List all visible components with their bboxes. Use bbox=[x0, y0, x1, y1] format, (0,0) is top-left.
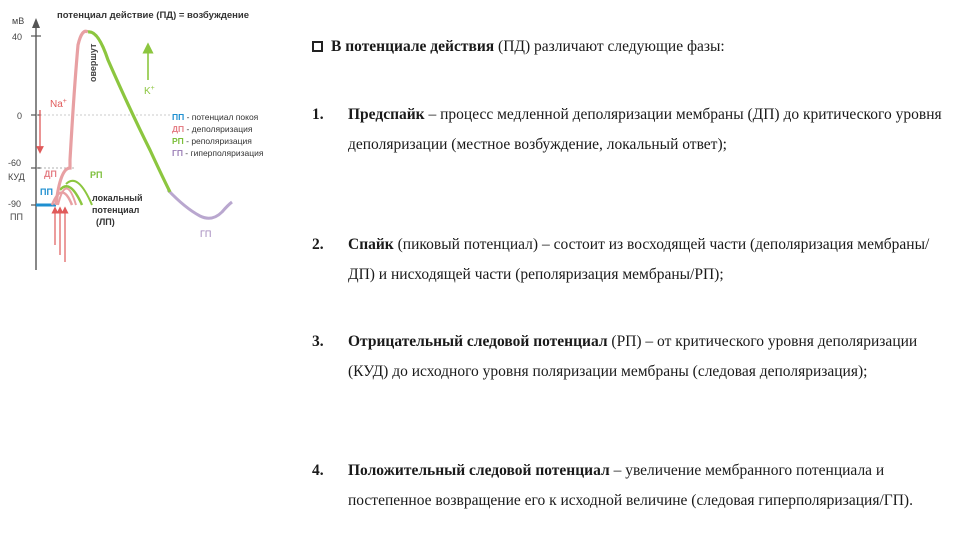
spike-depolarization bbox=[56, 31, 88, 205]
ion-k-label: K+ bbox=[144, 85, 155, 97]
phase-title: Положительный следовой потенциал bbox=[348, 462, 610, 479]
hyperpolarization-curve bbox=[168, 190, 232, 218]
phase-title: Спайк bbox=[348, 236, 394, 253]
figure-title: потенциал действие (ПД) = возбуждение bbox=[57, 10, 249, 21]
label-gp: ГП bbox=[200, 229, 212, 239]
legend-item-dp: ДП - деполяризация bbox=[172, 124, 253, 134]
label-rp: РП bbox=[90, 170, 103, 180]
phase-text bbox=[348, 327, 948, 387]
phase-title: Отрицательный следовой потенциал bbox=[348, 333, 608, 350]
legend-item-rp: РП - реполяризация bbox=[172, 136, 252, 146]
tick-pp: ПП bbox=[10, 212, 23, 222]
spike-repolarization bbox=[88, 32, 170, 192]
label-pp: ПП bbox=[40, 187, 53, 197]
phase-text bbox=[348, 456, 948, 516]
local-potential-label-1: локальный bbox=[92, 193, 143, 203]
legend-item-pp: ПП - потенциал покоя bbox=[172, 112, 259, 122]
local-potential-label-2: потенциал bbox=[92, 205, 140, 215]
tick-minus-60: -60 bbox=[8, 158, 22, 168]
tick-0: 0 bbox=[17, 111, 23, 121]
intro-line bbox=[312, 38, 725, 56]
tick-kud: КУД bbox=[8, 172, 25, 182]
phase-description: (пиковый потенциал) – состоит из восходящей части (деполяризация мембраны/ДП) и нисходящей части (реполяризация мембраны/РП); bbox=[348, 236, 930, 283]
ion-na-label: Na+ bbox=[50, 98, 67, 110]
phase-number: 4. bbox=[312, 462, 324, 479]
phase-text bbox=[348, 230, 948, 290]
phase-description: – увеличение мембранного потенциала и постепенное возвращение его к исходной величине (следовая гиперполяризация/ГП). bbox=[348, 462, 913, 509]
overshoot-label: овершут bbox=[88, 43, 98, 82]
local-potential-label-3: (ЛП) bbox=[96, 217, 115, 227]
phase-number: 2. bbox=[312, 236, 324, 253]
legend-item-gp: ГП - гиперполяризация bbox=[172, 148, 264, 158]
tick-minus-90: -90 bbox=[8, 199, 22, 209]
y-axis-arrow-icon bbox=[32, 18, 40, 28]
phase-number: 3. bbox=[312, 333, 324, 350]
phase-title: Предспайк bbox=[348, 106, 425, 123]
phases-description bbox=[312, 0, 952, 540]
intro-rest: (ПД) различают следующие фазы: bbox=[494, 38, 725, 55]
phase-description: (РП) – от критического уровня деполяризации (КУД) до исходного уровня поляризации мембраны (следовая деполяризация); bbox=[348, 333, 918, 380]
legend bbox=[172, 112, 264, 158]
phase-text bbox=[348, 100, 948, 160]
checkbox-bullet-icon bbox=[312, 41, 323, 52]
label-dp: ДП bbox=[44, 169, 57, 179]
y-unit-label: мВ bbox=[12, 16, 25, 26]
phase-description: – процесс медленной деполяризации мембраны (ДП) до критического уровня деполяризации (местное возбуждение, локальный ответ); bbox=[348, 106, 942, 153]
intro-bold: В потенциале действия bbox=[331, 38, 495, 55]
phase-number: 1. bbox=[312, 106, 324, 123]
action-potential-diagram bbox=[0, 0, 300, 300]
tick-40: 40 bbox=[12, 32, 23, 42]
